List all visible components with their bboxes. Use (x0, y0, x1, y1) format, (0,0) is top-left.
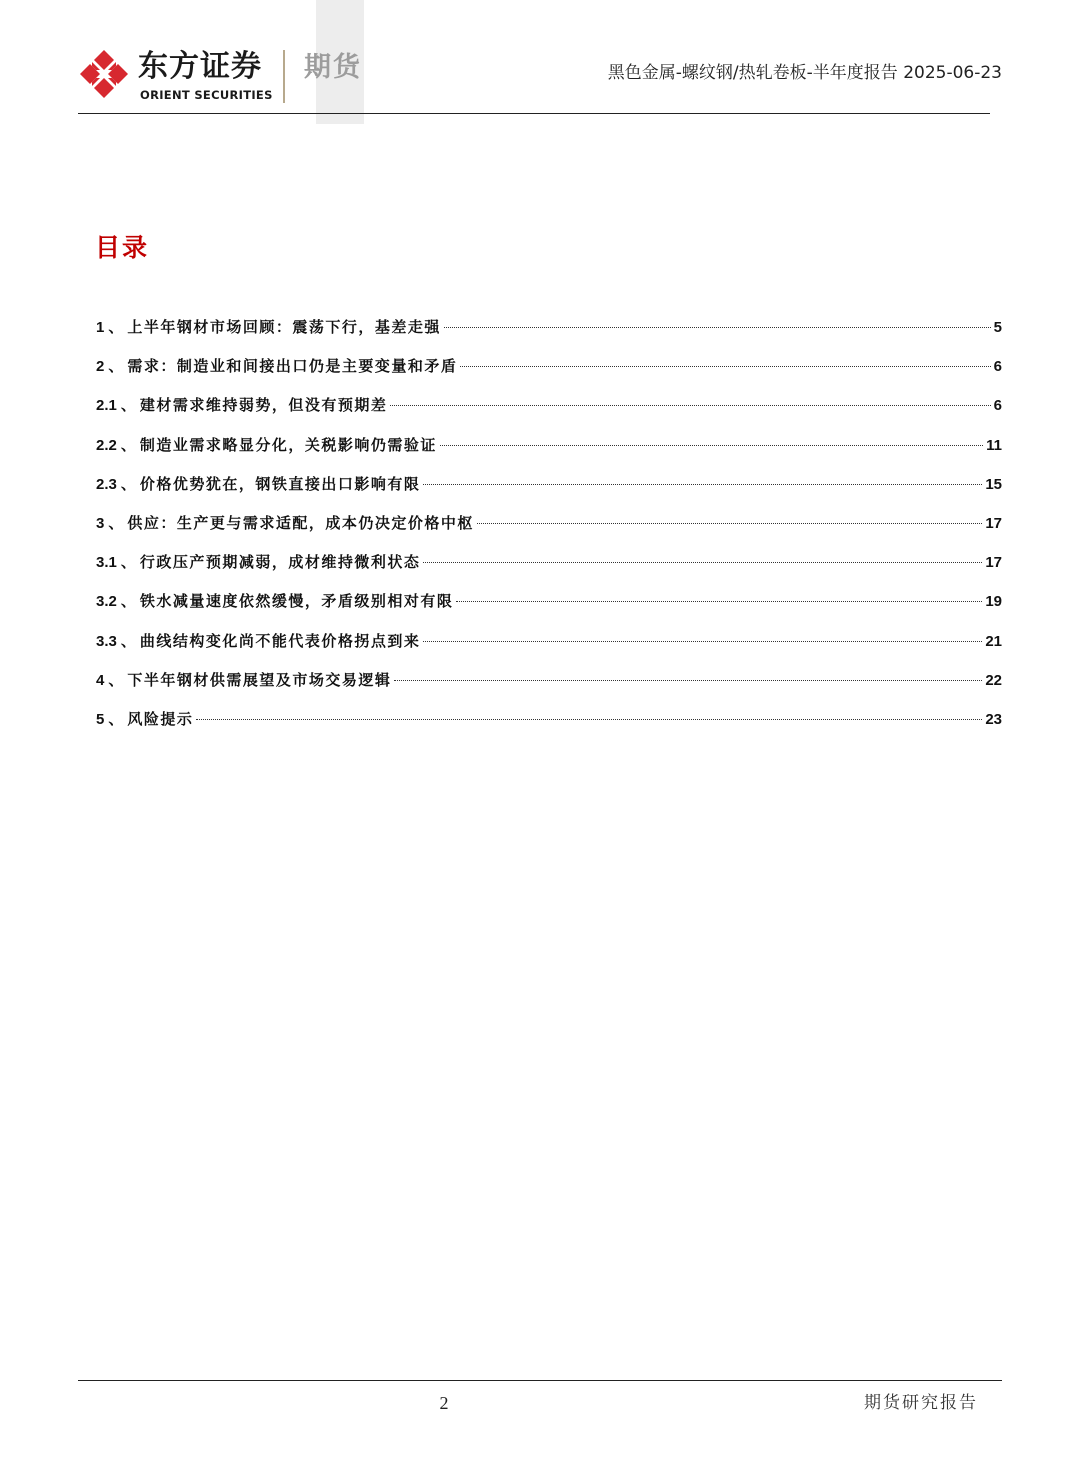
toc-entry[interactable] (96, 510, 1002, 549)
toc-entry-title: 铁水减量速度依然缓慢，矛盾级别相对有限 (139, 592, 454, 611)
toc-entry[interactable] (96, 471, 1002, 510)
toc-dot-leader (477, 523, 982, 524)
toc-entry-separator: 、 (120, 592, 136, 611)
toc-list (96, 314, 1002, 745)
toc-entry-number: 4 (96, 671, 105, 689)
toc-entry-number: 2 (96, 358, 105, 376)
toc-entry-separator: 、 (108, 513, 124, 532)
page-number: 2 (439, 1393, 449, 1413)
toc-entry-number: 5 (96, 710, 105, 728)
toc-entry[interactable] (96, 549, 1002, 588)
toc-entry[interactable] (96, 432, 1002, 471)
toc-entry-title: 曲线结构变化尚不能代表价格拐点到来 (139, 631, 421, 650)
toc-entry[interactable] (96, 392, 1002, 431)
toc-entry-title: 需求：制造业和间接出口仍是主要变量和矛盾 (127, 357, 458, 376)
toc-entry-number: 1 (96, 319, 105, 336)
toc-entry[interactable] (96, 314, 1002, 353)
toc-entry-page: 22 (985, 671, 1002, 689)
toc-entry-separator: 、 (120, 396, 136, 415)
toc-entry[interactable] (96, 667, 1002, 706)
toc-entry-title: 建材需求维持弱势，但没有预期差 (139, 396, 388, 415)
toc-dot-leader (423, 641, 982, 642)
toc-entry-number: 2.3 (96, 475, 117, 493)
orient-securities-logo-icon (78, 48, 130, 100)
toc-entry-page: 6 (993, 358, 1002, 376)
toc-dot-leader (423, 484, 982, 485)
toc-entry-number: 2.2 (96, 436, 117, 454)
brand-divider (283, 50, 285, 103)
toc-entry-page: 6 (993, 397, 1002, 415)
toc-entry-page: 19 (985, 593, 1002, 611)
toc-entry-title: 供应：生产更与需求适配，成本仍决定价格中枢 (127, 513, 474, 532)
toc-entry[interactable] (96, 706, 1002, 745)
footer-divider (78, 1380, 1002, 1381)
toc-entry-page: 23 (985, 710, 1002, 728)
toc-entry-number: 3.3 (96, 632, 117, 650)
division-label: 期货 (304, 52, 362, 83)
brand-name-cn: 东方证券 (138, 49, 262, 84)
brand-name-en: ORIENT SECURITIES (140, 88, 273, 102)
toc-entry-title: 上半年钢材市场回顾：震荡下行，基差走强 (127, 318, 441, 336)
toc-entry-separator: 、 (120, 435, 136, 454)
toc-heading: 目录 (95, 233, 150, 262)
toc-dot-leader (390, 405, 990, 406)
toc-entry[interactable] (96, 353, 1002, 392)
toc-entry-page: 17 (985, 554, 1002, 572)
toc-dot-leader (456, 601, 982, 602)
toc-entry-page: 21 (985, 632, 1002, 650)
toc-entry-number: 3 (96, 514, 105, 532)
toc-entry-page: 5 (993, 319, 1002, 336)
toc-entry-separator: 、 (108, 318, 124, 336)
page-header (0, 0, 1080, 116)
toc-entry-separator: 、 (120, 474, 136, 493)
toc-entry-separator: 、 (108, 670, 124, 689)
footer-label: 期货研究报告 (864, 1393, 978, 1413)
toc-entry[interactable] (96, 588, 1002, 627)
toc-entry-separator: 、 (120, 631, 136, 650)
toc-entry-title: 价格优势犹在，钢铁直接出口影响有限 (139, 474, 421, 493)
toc-entry-separator: 、 (108, 709, 124, 728)
toc-dot-leader (394, 680, 982, 681)
toc-entry-number: 2.1 (96, 397, 117, 415)
toc-dot-leader (440, 445, 983, 446)
toc-entry-page: 17 (985, 514, 1002, 532)
toc-entry-page: 11 (986, 436, 1002, 454)
toc-dot-leader (460, 366, 990, 367)
header-divider (78, 113, 990, 114)
toc-dot-leader (423, 562, 982, 563)
toc-entry-number: 3.2 (96, 593, 117, 611)
toc-entry-page: 15 (985, 475, 1002, 493)
toc-entry[interactable] (96, 628, 1002, 667)
toc-entry-separator: 、 (120, 553, 136, 572)
toc-dot-leader (196, 719, 982, 720)
toc-entry-number: 3.1 (96, 554, 117, 572)
toc-entry-title: 下半年钢材供需展望及市场交易逻辑 (127, 670, 392, 689)
toc-entry-title: 风险提示 (127, 709, 194, 728)
toc-entry-title: 制造业需求略显分化，关税影响仍需验证 (139, 435, 437, 454)
toc-entry-title: 行政压产预期减弱，成材维持微利状态 (139, 553, 421, 572)
report-title: 黑色金属-螺纹钢/热轧卷板-半年度报告 2025-06-23 (607, 63, 1002, 83)
toc-entry-separator: 、 (108, 357, 124, 376)
toc-dot-leader (444, 327, 991, 328)
